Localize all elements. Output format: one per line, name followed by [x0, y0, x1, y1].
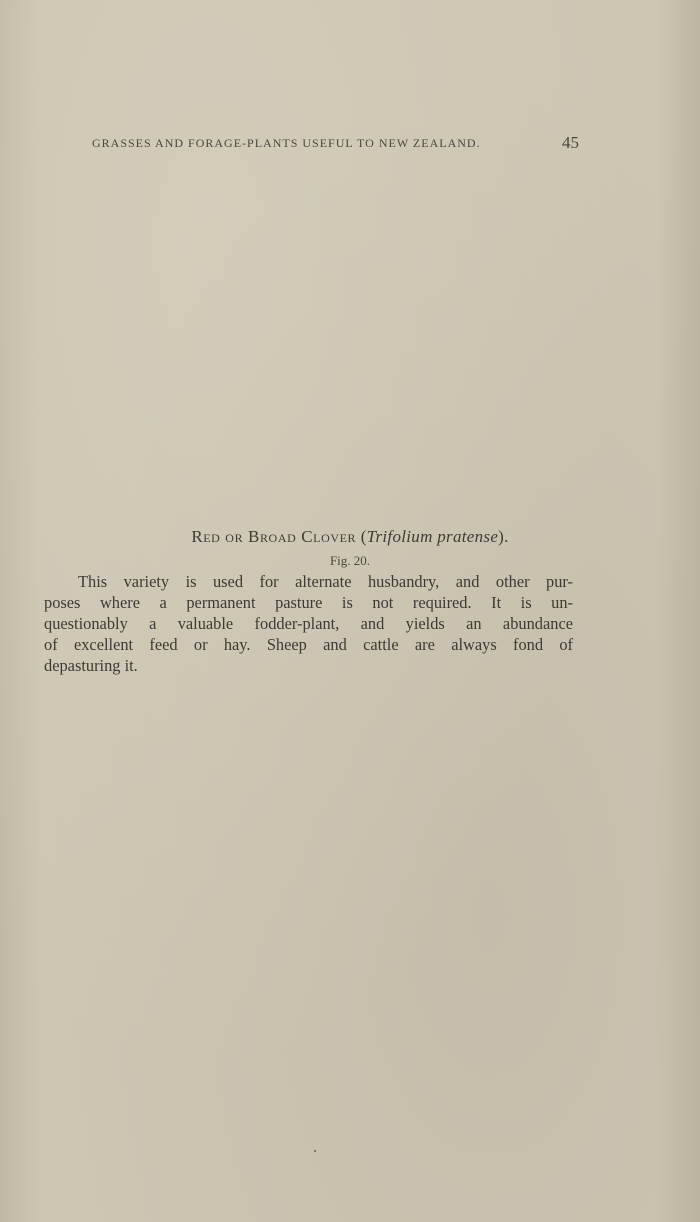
figure-caption [0, 527, 700, 547]
body-paragraph [44, 571, 573, 676]
page-number: 45 [562, 133, 579, 152]
caption-scientific-name: Trifolium pratense [366, 527, 499, 546]
paragraph-line: poses where a permanent pasture is not required. It is un- [44, 593, 573, 612]
running-title: GRASSES AND FORAGE-PLANTS USEFUL TO NEW ZEALAND. [92, 136, 481, 150]
caption-close-paren: ). [498, 527, 509, 546]
paragraph-line: questionably a valuable fodder-plant, and yields an abundance [44, 614, 573, 633]
paper-speck [314, 1150, 316, 1152]
caption-common-name: Red or Broad Clover [191, 527, 357, 546]
paragraph-line: depasturing it. [44, 656, 138, 675]
paragraph-line: of excellent feed or hay. Sheep and cattle are always fond of [44, 635, 573, 654]
paragraph-line: This variety is used for alternate husbandry, and other pur- [78, 572, 573, 591]
caption-open-paren: ( [356, 527, 367, 546]
figure-label: Fig. 20. [329, 553, 371, 568]
running-head [92, 133, 579, 153]
